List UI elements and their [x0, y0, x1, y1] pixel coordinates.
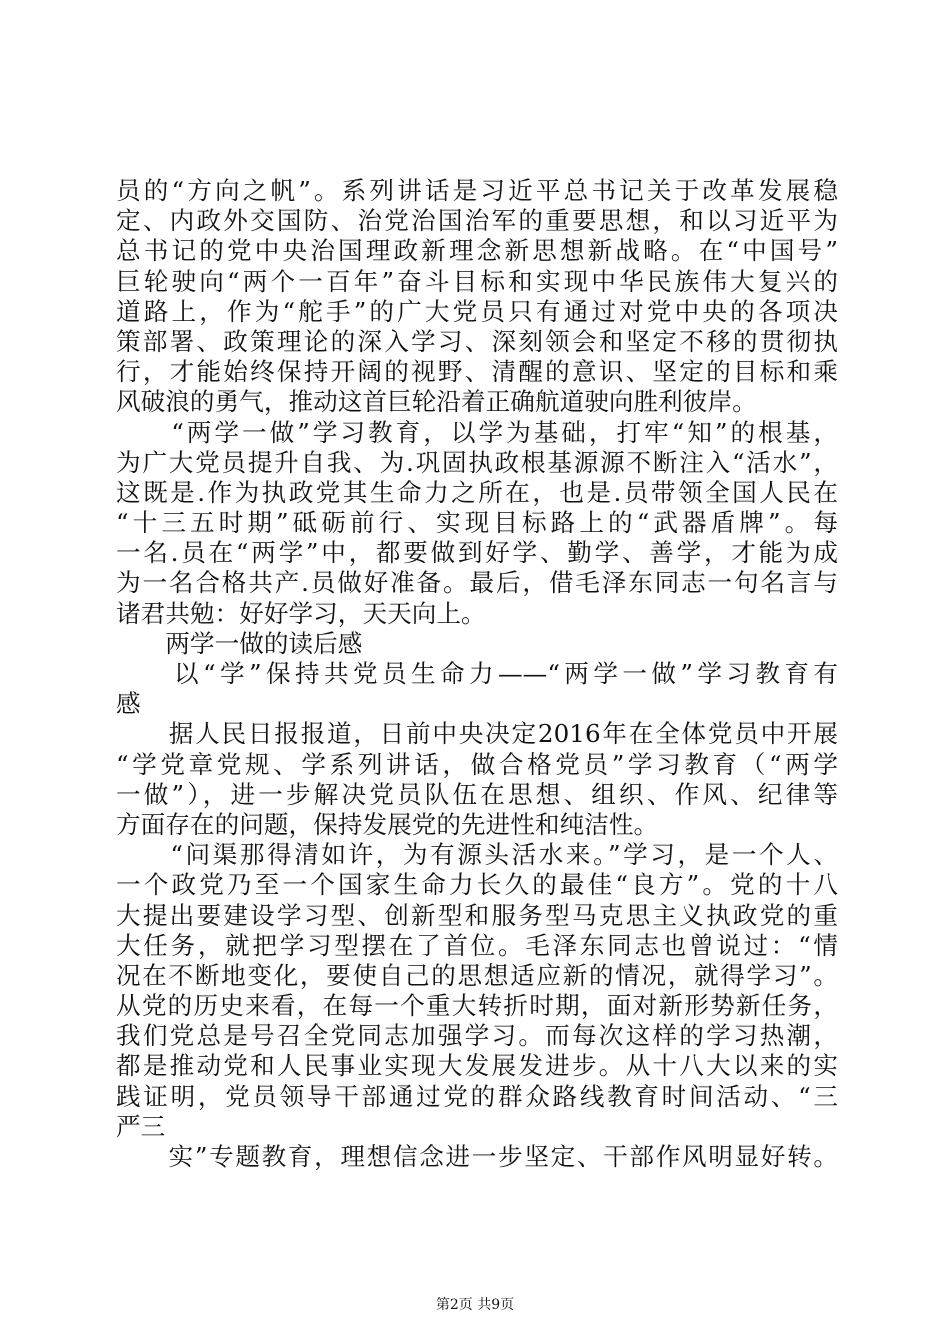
text-line: 为一名合格共产.员做好准备。最后，借毛泽东同志一句名言与 — [116, 568, 838, 598]
text-line: 风破浪的勇气，推动这首巨轮沿着正确航道驶向胜利彼岸。 — [116, 387, 757, 417]
text-line: 我们党总是号召全党同志加强学习。而每次这样的学习热潮， — [116, 1021, 838, 1051]
text-line: 这既是.作为执政党其生命力之所在，也是.员带领全国人民在 — [116, 477, 838, 507]
text-line: 员的“方向之帆”。系列讲话是习近平总书记关于改革发展稳 — [116, 176, 838, 205]
text-line: 行，才能始终保持开阔的视野、清醒的意识、坚定的目标和乘 — [116, 357, 838, 387]
text-line: 大提出要建设学习型、创新型和服务型马克思主义执政党的重 — [116, 900, 838, 930]
text-line: “十三五时期”砥砺前行、实现目标路上的“武器盾牌”。每 — [116, 508, 838, 538]
text-line: 为广大党员提升自我、为.巩固执政根基源源不断注入“活水”， — [116, 447, 838, 477]
text-line: 道路上，作为“舵手”的广大党员只有通过对党中央的各项决 — [116, 296, 838, 326]
text-line: 严三 — [116, 1111, 166, 1141]
text-line: 一做”），进一步解决党员队伍在思想、组织、作风、纪律等 — [116, 779, 838, 809]
text-line: 况在不断地变化，要使自己的思想适应新的情况，就得学习”。 — [116, 960, 838, 990]
text-line: “学党章党规、学系列讲话，做合格党员”学习教育（“两学 — [116, 749, 838, 779]
text-line: 从党的历史来看，在每一个重大转折时期，面对新形势新任务， — [116, 991, 838, 1021]
text-line: 据人民日报报道，日前中央决定2016年在全体党员中开展 — [116, 719, 838, 749]
text-line: 策部署、政策理论的深入学习、深刻领会和坚定不移的贯彻执 — [116, 326, 838, 356]
text-line: 一个政党乃至一个国家生命力长久的最佳“良方”。党的十八 — [116, 870, 838, 900]
section-heading: 两学一做的读后感 — [116, 628, 363, 658]
article-title: 以“学”保持共党员生命力——“两学一做”学习教育有 — [116, 659, 838, 688]
text-line: 方面存在的问题，保持发展党的先进性和纯洁性。 — [116, 809, 659, 839]
text-line: 定、内政外交国防、治党治国治军的重要思想，和以习近平为 — [116, 206, 838, 236]
text-line: 践证明，党员领导干部通过党的群众路线教育时间活动、“三 — [116, 1081, 838, 1111]
text-line: 总书记的党中央治国理政新理念新思想新战略。在“中国号” — [116, 236, 838, 266]
text-line: “问渠那得清如许，为有源头活水来。”学习，是一个人、 — [116, 840, 838, 870]
article-title-continuation: 感 — [116, 689, 141, 719]
text-line: 大任务，就把学习型摆在了首位。毛泽东同志也曾说过：“情 — [116, 930, 838, 960]
text-line: 诸君共勉：好好学习，天天向上。 — [116, 598, 486, 628]
text-line: 巨轮驶向“两个一百年”奋斗目标和实现中华民族伟大复兴的 — [116, 266, 838, 296]
page-number-footer: 第2页 共9页 — [435, 1297, 515, 1313]
text-line: 实”专题教育，理想信念进一步坚定、干部作风明显好转。 — [116, 1142, 838, 1171]
text-line: 都是推动党和人民事业实现大发展发进步。从十八大以来的实 — [116, 1051, 838, 1081]
text-line: “两学一做”学习教育，以学为基础，打牢“知”的根基， — [116, 417, 838, 447]
document-body — [116, 176, 838, 1172]
text-line: 一名.员在“两学”中，都要做到好学、勤学、善学，才能为成 — [116, 538, 838, 568]
